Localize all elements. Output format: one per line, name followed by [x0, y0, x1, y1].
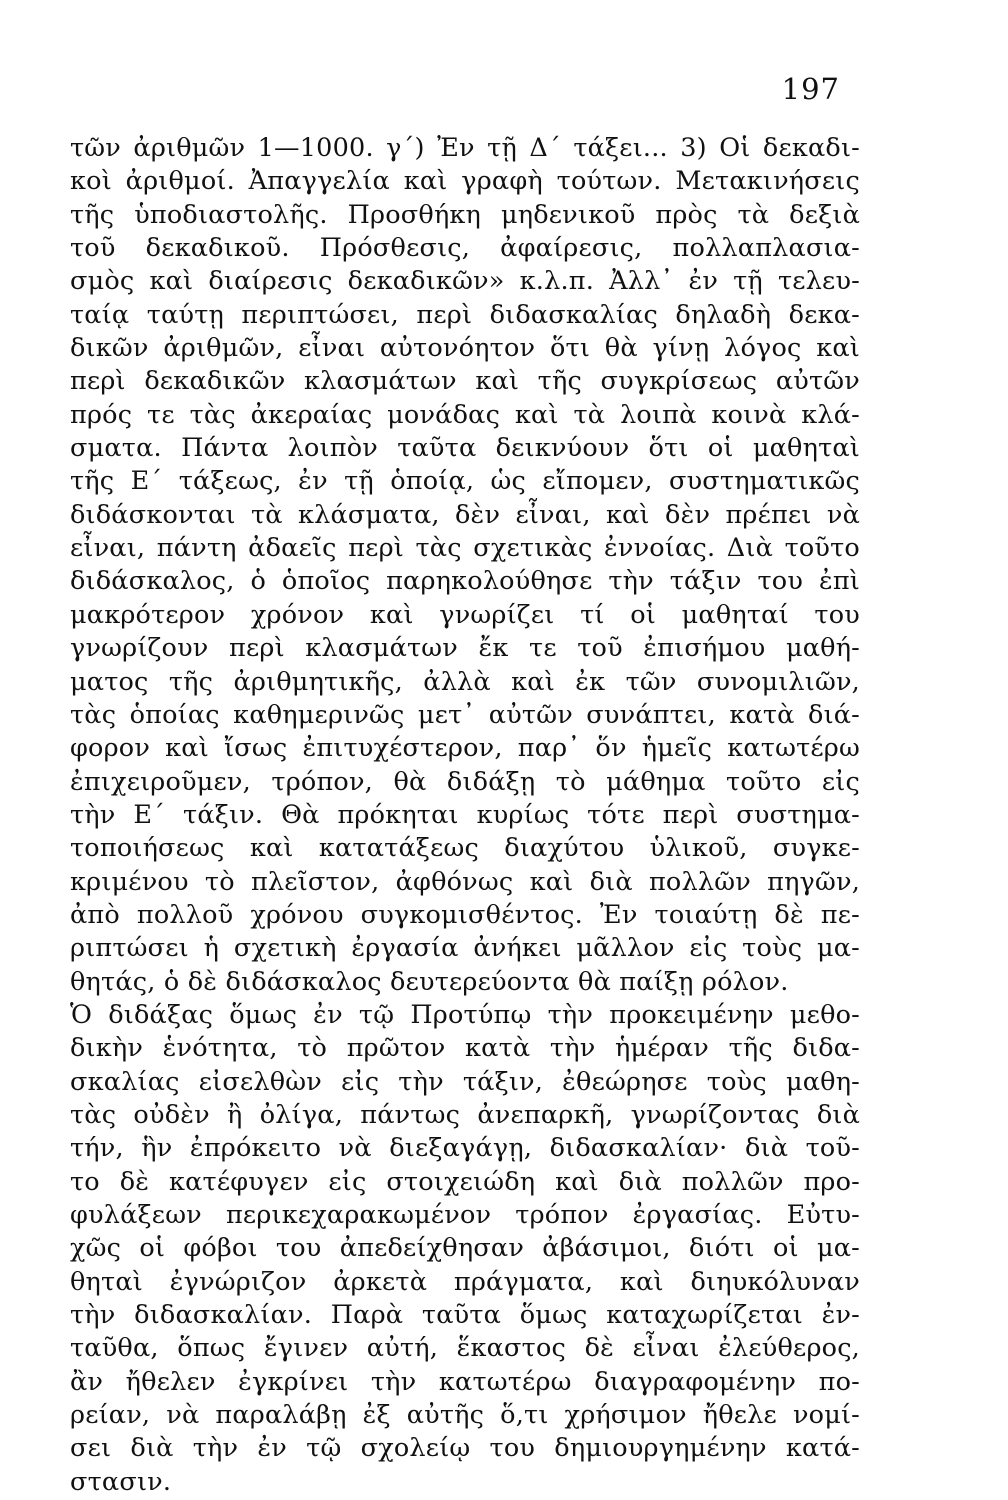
text-line-31: τήν, ἣν ἐπρόκειτο νὰ διεξαγάγῃ, διδασκαλίαν· διὰ τοῦ-	[70, 1133, 860, 1164]
text-line-23: κριμένου τὸ πλεῖστον, ἀφθόνως καὶ διὰ πολλῶν πηγῶν,	[70, 866, 860, 897]
text-line-20: ἐπιχειροῦμεν, τρόπον, θὰ διδάξῃ τὸ μάθημα τοῦτο εἰς	[70, 766, 860, 797]
text-line-25: ριπτώσει ἡ σχετικὴ ἐργασία ἀνήκει μᾶλλον εἰς τοὺς μα-	[70, 933, 860, 964]
text-line-12: διδάσκονται τὰ κλάσματα, δὲν εἶναι, καὶ δὲν πρέπει νὰ	[70, 499, 860, 530]
text-line-10: σματα. Πάντα λοιπὸν ταῦτα δεικνύουν ὅτι οἱ μαθηταὶ	[70, 433, 860, 464]
text-line-26: θητάς, ὁ δὲ διδάσκαλος δευτερεύοντα θὰ παίξῃ ρόλον.	[70, 966, 789, 997]
text-line-28: δικὴν ἑνότητα, τὸ πρῶτον κατὰ τὴν ἡμέραν τῆς διδα-	[70, 1033, 860, 1064]
text-line-38: ἂν ἤθελεν ἐγκρίνει τὴν κατωτέρω διαγραφομένην πο-	[70, 1366, 860, 1397]
text-line-15: μακρότερον χρόνον καὶ γνωρίζει τί οἱ μαθηταί του	[70, 599, 860, 630]
text-line-16: γνωρίζουν περὶ κλασμάτων ἔκ τε τοῦ ἐπισήμου μαθή-	[70, 633, 860, 664]
text-line-33: φυλάξεων περικεχαρακωμένον τρόπον ἐργασίας. Εὐτυ-	[70, 1200, 860, 1230]
text-line-29: σκαλίας εἰσελθὼν εἰς τὴν τάξιν, ἐθεώρησε τοὺς μαθη-	[70, 1066, 860, 1097]
text-line-35: θηταὶ ἐγνώριζον ἀρκετὰ πράγματα, καὶ διηυκόλυναν	[70, 1266, 860, 1297]
text-line-11: τῆς Ε΄ τάξεως, ἐν τῇ ὁποίᾳ, ὡς εἴπομεν, συστηματικῶς	[70, 466, 860, 497]
text-line-27: Ὁ διδάξας ὅμως ἐν τῷ Προτύπῳ τὴν προκειμένην μεθο-	[70, 999, 860, 1030]
text-line-40: σει διὰ τὴν ἐν τῷ σχολείῳ του δημιουργημένην κατά-	[70, 1433, 860, 1464]
text-line-24: ἀπὸ πολλοῦ χρόνου συγκομισθέντος. Ἐν τοιαύτῃ δὲ πε-	[70, 899, 860, 930]
text-line-21: τὴν Ε΄ τάξιν. Θὰ πρόκηται κυρίως τότε περὶ συστημα-	[70, 799, 860, 830]
text-line-32: το δὲ κατέφυγεν εἰς στοιχειώδη καὶ διὰ πολλῶν προ-	[70, 1166, 860, 1197]
text-line-22: τοποιήσεως καὶ κατατάξεως διαχύτου ὑλικοῦ, συγκε-	[70, 833, 860, 864]
body-text	[70, 132, 860, 1499]
text-line-17: ματος τῆς ἀριθμητικῆς, ἀλλὰ καὶ ἐκ τῶν συνομιλιῶν,	[70, 666, 860, 697]
text-line-7: δικῶν ἀριθμῶν, εἶναι αὐτονόητον ὅτι θὰ γίνῃ λόγος καὶ	[70, 333, 860, 364]
text-line-14: διδάσκαλος, ὁ ὁποῖος παρηκολούθησε τὴν τάξιν του ἐπὶ	[70, 566, 860, 597]
text-line-13: εἶναι, πάντη ἀδαεῖς περὶ τὰς σχετικὰς ἐννοίας. Διὰ τοῦτο	[70, 533, 860, 564]
text-line-36: τὴν διδασκαλίαν. Παρὰ ταῦτα ὅμως καταχωρίζεται ἐν-	[70, 1300, 860, 1331]
page-number: 197	[781, 72, 840, 106]
text-line-8: περὶ δεκαδικῶν κλασμάτων καὶ τῆς συγκρίσεως αὐτῶν	[70, 366, 860, 397]
text-line-18: τὰς ὁποίας καθημερινῶς μετ᾽ αὐτῶν συνάπτει, κατὰ διά-	[70, 699, 860, 730]
text-line-39: ρείαν, νὰ παραλάβῃ ἐξ αὐτῆς ὅ,τι χρήσιμον ἤθελε νομί-	[70, 1400, 860, 1431]
text-line-6: ταίᾳ ταύτῃ περιπτώσει, περὶ διδασκαλίας δηλαδὴ δεκα-	[70, 299, 860, 330]
text-line-1: τῶν ἀριθμῶν 1—1000. γ΄) Ἐν τῇ Δ΄ τάξει... 3) Οἱ δεκαδι-	[70, 133, 860, 163]
text-line-30: τὰς οὐδὲν ἢ ὀλίγα, πάντως ἀνεπαρκῆ, γνωρίζοντας διὰ	[70, 1099, 860, 1130]
text-line-5: σμὸς καὶ διαίρεσις δεκαδικῶν» κ.λ.π. Ἀλλ᾽ ἐν τῇ τελευ-	[70, 266, 860, 297]
text-line-4: τοῦ δεκαδικοῦ. Πρόσθεσις, ἀφαίρεσις, πολλαπλασια-	[70, 233, 860, 264]
text-line-37: ταῦθα, ὅπως ἔγινεν αὐτή, ἕκαστος δὲ εἶναι ἐλεύθερος,	[70, 1333, 860, 1364]
text-line-41: στασιν.	[70, 1466, 172, 1497]
text-line-9: πρός τε τὰς ἀκεραίας μονάδας καὶ τὰ λοιπὰ κοινὰ κλά-	[70, 399, 860, 430]
text-line-34: χῶς οἱ φόβοι του ἀπεδείχθησαν ἀβάσιμοι, διότι οἱ μα-	[70, 1233, 860, 1264]
text-line-3: τῆς ὑποδιαστολῆς. Προσθήκη μηδενικοῦ πρὸς τὰ δεξιὰ	[70, 199, 860, 230]
text-line-2: κοὶ ἀριθμοί. Ἀπαγγελία καὶ γραφὴ τούτων. Μετακινήσεις	[70, 166, 860, 197]
text-line-19: φορον καὶ ἴσως ἐπιτυχέστερον, παρ᾽ ὅν ἡμεῖς κατωτέρω	[70, 733, 860, 764]
